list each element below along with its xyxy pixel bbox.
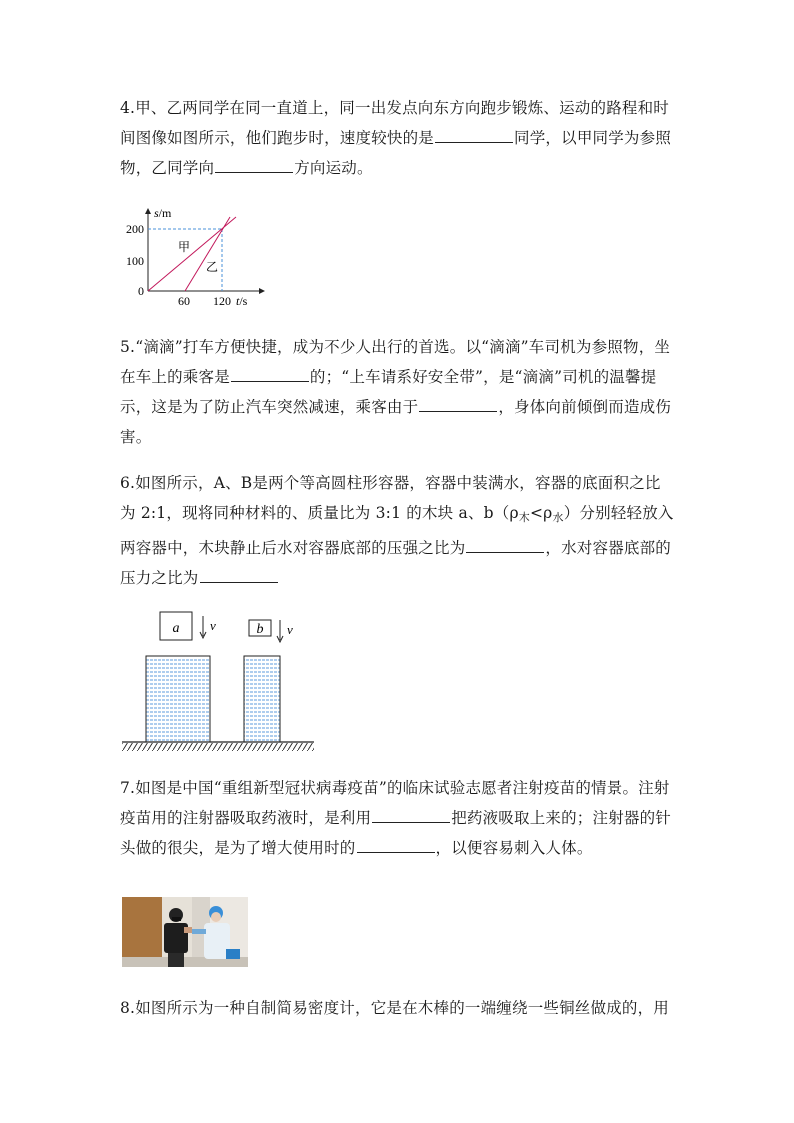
q4-text-3: 方向运动。 <box>294 159 373 177</box>
rho-subscript-wood: 木 <box>518 511 530 524</box>
q6-text-2: ）分别轻轻放入两容器中，木块静止后水对容器底部的压强之比为 <box>120 504 674 557</box>
q4-text-1: 甲、乙两同学在同一直道上，同一出发点向东方向跑步锻炼、运动的路程和时间图像如图所示，他们跑步时，速度较快的是 <box>120 99 670 147</box>
q7-blank-2[interactable] <box>357 834 435 853</box>
q4-blank-1[interactable] <box>435 124 513 143</box>
label-jia: 甲 <box>178 240 191 254</box>
q5-number: 5. <box>120 338 136 356</box>
y-axis-label: s/m <box>154 206 172 220</box>
question-6 <box>120 468 676 593</box>
q5-blank-1[interactable] <box>231 363 309 382</box>
x-tick-60: 60 <box>178 294 190 308</box>
question-7 <box>120 773 676 863</box>
block-a-label: a <box>172 621 180 636</box>
ground-hatch <box>122 743 314 751</box>
q4-number: 4. <box>120 99 136 117</box>
y-tick-100: 100 <box>126 254 144 268</box>
q7-text-1: 如图是中国“重组新型冠状病毒疫苗”的临床试验志愿者注射疫苗的情景。注射疫苗用的注射器吸取药液时，是利用 <box>120 779 670 827</box>
q4-blank-2[interactable] <box>215 154 293 173</box>
velocity-b-label: v <box>287 622 293 637</box>
q6-number: 6. <box>120 474 136 492</box>
q8-text-1: 如图所示为一种自制简易密度计，它是在木棒的一端缠绕一些铜丝做成的，用 <box>135 999 670 1017</box>
rho-subscript-water: 水 <box>552 511 564 524</box>
q7-text-2: 把药液吸取上来的；注射器的针头做的很尖，是为了增大使用时的 <box>120 809 672 857</box>
vaccination-photo <box>122 897 248 967</box>
q7-number: 7. <box>120 779 136 797</box>
question-5 <box>120 332 676 452</box>
q7-text-3: ，以便容易刺入人体。 <box>435 839 593 857</box>
q5-text-1: “滴滴”打车方便快捷，成为不少人出行的首选。以“滴滴”车司机为参照物，坐在车上的乘客是 <box>120 338 671 386</box>
question-8 <box>120 993 676 1023</box>
rho-mid: <ρ <box>529 504 553 522</box>
q5-text-3: ，身体向前倾倒而造成伤害。 <box>120 398 672 446</box>
q6-blank-1[interactable] <box>466 534 544 553</box>
velocity-a-label: v <box>210 618 216 633</box>
label-yi: 乙 <box>206 260 219 274</box>
q6-blank-2[interactable] <box>200 564 278 583</box>
q5-text-2: 的；“上车请系好安全带”，是“滴滴”司机的温馨提示，这是为了防止汽车突然减速，乘客由于 <box>120 368 657 416</box>
origin-label: 0 <box>138 284 144 298</box>
q6-text-1: 如图所示，A、B是两个等高圆柱形容器，容器中装满水，容器的底面积之比为 2:1，现将同种材料的、质量比为 3:1 的木块 a、b（ρ <box>120 474 661 522</box>
q4-text-2: 同学，以甲同学为参照物，乙同学向 <box>120 129 672 177</box>
x-tick-120: 120 <box>213 294 231 308</box>
y-tick-200: 200 <box>126 222 144 236</box>
block-b-label: b <box>256 622 264 637</box>
container-b <box>244 656 280 742</box>
container-a <box>146 656 210 742</box>
q8-number: 8. <box>120 999 136 1017</box>
containers-figure <box>118 606 318 760</box>
x-axis-label: t/s <box>236 294 248 308</box>
q6-text-3: ，水对容器底部的压力之比为 <box>120 539 672 587</box>
q5-blank-2[interactable] <box>419 393 497 412</box>
q7-blank-1[interactable] <box>372 804 450 823</box>
st-graph <box>118 203 278 313</box>
question-4 <box>120 93 676 183</box>
